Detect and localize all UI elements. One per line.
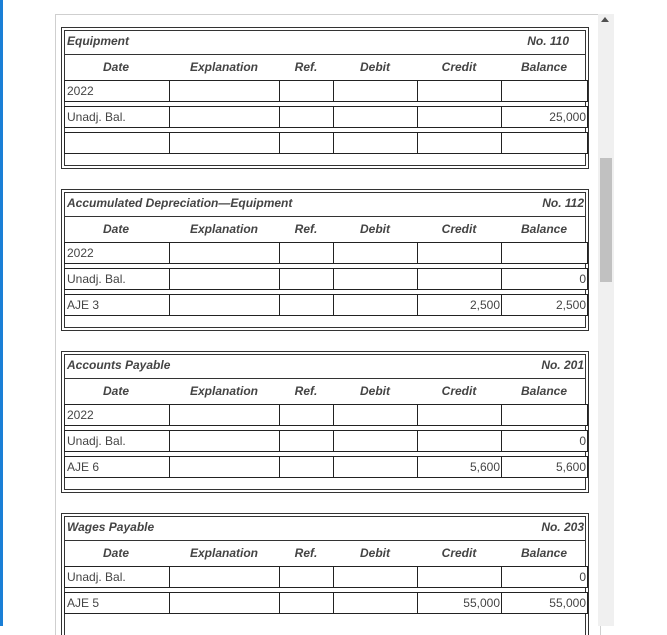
date-input[interactable]: Unadj. Bal. <box>64 430 170 452</box>
explanation-input[interactable] <box>169 106 280 128</box>
column-header-row <box>65 541 585 566</box>
debit-input[interactable] <box>333 566 418 588</box>
col-credit: Credit <box>441 60 477 74</box>
credit-input[interactable] <box>417 242 502 264</box>
explanation-input[interactable] <box>169 430 280 452</box>
credit-input[interactable] <box>417 404 502 426</box>
scrollbar-thumb[interactable] <box>600 158 612 282</box>
col-credit: Credit <box>441 384 477 398</box>
credit-input[interactable] <box>417 430 502 452</box>
explanation-input[interactable] <box>169 456 280 478</box>
column-header-row <box>65 379 585 404</box>
col-balance: Balance <box>520 546 568 560</box>
col-debit: Debit <box>360 222 390 236</box>
balance-input[interactable]: 0 <box>501 268 588 290</box>
ledger-scroll-panel <box>55 14 601 635</box>
date-input[interactable]: 2022 <box>64 404 170 426</box>
col-ref: Ref. <box>294 384 318 398</box>
col-date: Date <box>102 384 129 398</box>
date-input[interactable] <box>64 132 170 154</box>
explanation-input[interactable] <box>169 242 280 264</box>
ref-input[interactable] <box>279 80 334 102</box>
balance-input[interactable]: 2,500 <box>501 294 588 316</box>
ref-input[interactable] <box>279 106 334 128</box>
col-credit: Credit <box>441 222 477 236</box>
window-edge <box>0 0 3 626</box>
date-input[interactable]: AJE 6 <box>64 456 170 478</box>
col-debit: Debit <box>360 384 390 398</box>
credit-input[interactable]: 55,000 <box>417 592 502 614</box>
balance-input[interactable]: 55,000 <box>501 592 588 614</box>
date-input[interactable]: Unadj. Bal. <box>64 566 170 588</box>
col-explanation: Explanation <box>189 222 258 236</box>
debit-input[interactable] <box>333 80 418 102</box>
balance-input[interactable] <box>501 80 588 102</box>
debit-input[interactable] <box>333 592 418 614</box>
ref-input[interactable] <box>279 566 334 588</box>
col-balance: Balance <box>520 60 568 74</box>
debit-input[interactable] <box>333 242 418 264</box>
col-ref: Ref. <box>294 222 318 236</box>
col-explanation: Explanation <box>189 60 258 74</box>
ledger-accumulated-depreciation <box>61 189 589 331</box>
ref-input[interactable] <box>279 430 334 452</box>
col-debit: Debit <box>360 546 390 560</box>
credit-input[interactable] <box>417 566 502 588</box>
account-number: No. 203 <box>541 520 584 534</box>
ledger-wages-payable <box>61 513 589 635</box>
ref-input[interactable] <box>279 592 334 614</box>
account-name: Accounts Payable <box>67 358 171 372</box>
balance-input[interactable]: 0 <box>501 430 588 452</box>
explanation-input[interactable] <box>169 592 280 614</box>
account-name: Equipment <box>67 34 129 48</box>
date-input[interactable]: AJE 3 <box>64 294 170 316</box>
credit-input[interactable]: 2,500 <box>417 294 502 316</box>
account-number: No. 112 <box>542 196 584 210</box>
debit-input[interactable] <box>333 268 418 290</box>
column-header-row <box>65 55 585 80</box>
col-date: Date <box>102 222 129 236</box>
debit-input[interactable] <box>333 106 418 128</box>
col-explanation: Explanation <box>189 384 258 398</box>
ledger-equipment <box>61 27 589 169</box>
balance-input[interactable] <box>501 242 588 264</box>
debit-input[interactable] <box>333 132 418 154</box>
account-name: Wages Payable <box>67 520 155 534</box>
balance-input[interactable]: 0 <box>501 566 588 588</box>
col-ref: Ref. <box>294 546 318 560</box>
ref-input[interactable] <box>279 242 334 264</box>
col-explanation: Explanation <box>189 546 258 560</box>
ref-input[interactable] <box>279 132 334 154</box>
col-credit: Credit <box>441 546 477 560</box>
explanation-input[interactable] <box>169 404 280 426</box>
column-header-row <box>65 217 585 242</box>
credit-input[interactable] <box>417 268 502 290</box>
credit-input[interactable] <box>417 106 502 128</box>
account-name: Accumulated Depreciation—Equipment <box>67 196 293 210</box>
explanation-input[interactable] <box>169 80 280 102</box>
col-balance: Balance <box>520 222 568 236</box>
ref-input[interactable] <box>279 404 334 426</box>
explanation-input[interactable] <box>169 566 280 588</box>
balance-input[interactable] <box>501 132 588 154</box>
explanation-input[interactable] <box>169 132 280 154</box>
ref-input[interactable] <box>279 456 334 478</box>
col-balance: Balance <box>520 384 568 398</box>
debit-input[interactable] <box>333 404 418 426</box>
ref-input[interactable] <box>279 268 334 290</box>
debit-input[interactable] <box>333 430 418 452</box>
col-ref: Ref. <box>294 60 318 74</box>
credit-input[interactable] <box>417 132 502 154</box>
date-input[interactable]: 2022 <box>64 242 170 264</box>
credit-input[interactable] <box>417 80 502 102</box>
date-input[interactable]: AJE 5 <box>64 592 170 614</box>
col-date: Date <box>102 546 129 560</box>
ledger-accounts-payable <box>61 351 589 493</box>
ref-input[interactable] <box>279 294 334 316</box>
date-input[interactable]: Unadj. Bal. <box>64 268 170 290</box>
balance-input[interactable]: 25,000 <box>501 106 588 128</box>
col-debit: Debit <box>360 60 390 74</box>
explanation-input[interactable] <box>169 268 280 290</box>
debit-input[interactable] <box>333 294 418 316</box>
account-number: No. 110 <box>527 34 569 48</box>
account-number: No. 201 <box>541 358 584 372</box>
explanation-input[interactable] <box>169 294 280 316</box>
balance-input[interactable] <box>501 404 588 426</box>
date-input[interactable]: 2022 <box>64 80 170 102</box>
balance-input[interactable]: 5,600 <box>501 456 588 478</box>
col-date: Date <box>102 60 129 74</box>
credit-input[interactable]: 5,600 <box>417 456 502 478</box>
debit-input[interactable] <box>333 456 418 478</box>
vertical-scrollbar[interactable] <box>598 14 614 626</box>
scroll-up-arrow-icon[interactable] <box>601 17 609 22</box>
date-input[interactable]: Unadj. Bal. <box>64 106 170 128</box>
